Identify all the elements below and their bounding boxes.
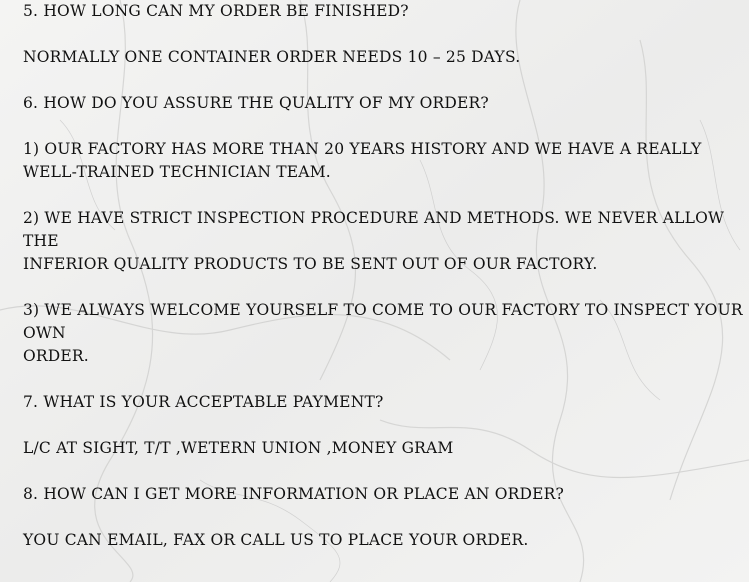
faq-answer-8: YOU CAN EMAIL, FAX OR CALL US TO PLACE YOUR ORDER.	[23, 531, 529, 549]
faq-answer-6-point-1-line-2: WELL-TRAINED TECHNICIAN TEAM.	[23, 163, 331, 181]
faq-answer-6-point-3-line-1: 3) WE ALWAYS WELCOME YOURSELF TO COME TO OUR FACTORY TO INSPECT YOUR OWN	[23, 301, 743, 342]
faq-answer-5: NORMALLY ONE CONTAINER ORDER NEEDS 10 – 25 DAYS.	[23, 48, 521, 66]
faq-question-5: 5. HOW LONG CAN MY ORDER BE FINISHED?	[23, 2, 409, 20]
faq-answer-6-point-2-line-2: INFERIOR QUALITY PRODUCTS TO BE SENT OUT OF OUR FACTORY.	[23, 255, 598, 273]
faq-content	[23, 0, 743, 552]
faq-question-8: 8. HOW CAN I GET MORE INFORMATION OR PLACE AN ORDER?	[23, 485, 565, 503]
faq-question-6: 6. HOW DO YOU ASSURE THE QUALITY OF MY ORDER?	[23, 94, 489, 112]
faq-question-7: 7. WHAT IS YOUR ACCEPTABLE PAYMENT?	[23, 393, 384, 411]
faq-answer-6-point-2-line-1: 2) WE HAVE STRICT INSPECTION PROCEDURE AND METHODS. WE NEVER ALLOW THE	[23, 209, 725, 250]
faq-answer-7: L/C AT SIGHT, T/T ,WETERN UNION ,MONEY GRAM	[23, 439, 454, 457]
faq-answer-6-point-1-line-1: 1) OUR FACTORY HAS MORE THAN 20 YEARS HISTORY AND WE HAVE A REALLY	[23, 140, 702, 158]
faq-answer-6-point-3-line-2: ORDER.	[23, 347, 89, 365]
